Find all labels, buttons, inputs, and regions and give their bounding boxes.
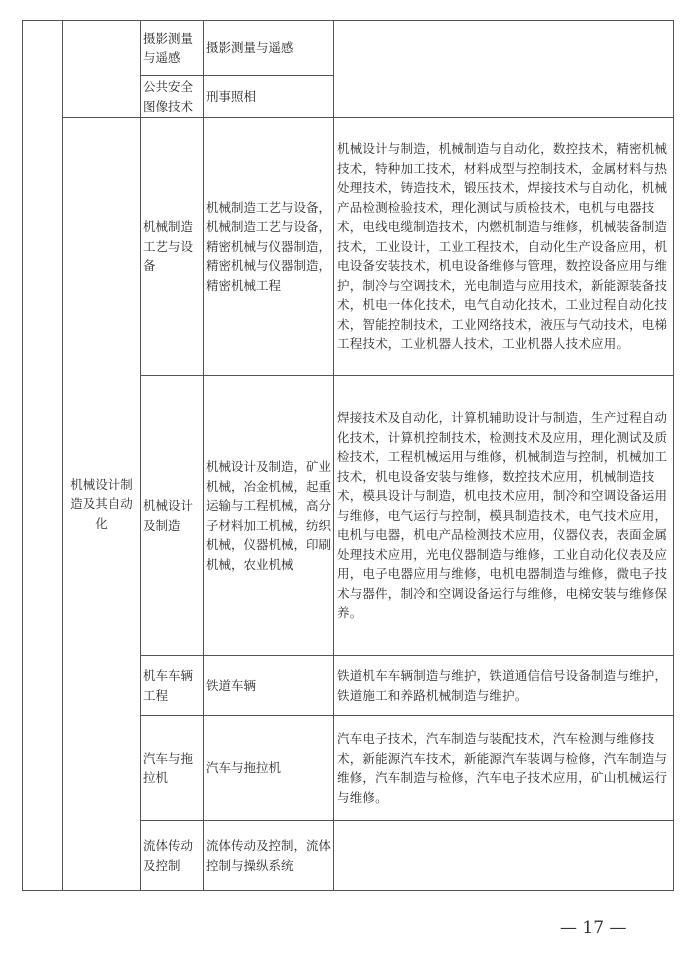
related-cell: 汽车电子技术，汽车制造与装配技术，汽车检测与维修技术，新能源汽车技术，新能源汽车装调与检修，汽车制造与维修，汽车制造与检修，汽车电子技术应用，矿山机械运行与维修。 [334, 716, 674, 821]
majors-cell: 流体传动及控制，流体控制与操纵系统 [204, 821, 334, 891]
related-cell: 铁道机车车辆制造与维护，铁道通信信号设备制造与维护，铁道施工和养路机械制造与维护。 [334, 656, 674, 716]
group-label-cell: 机械设计制造及其自动化 [63, 118, 141, 891]
group-cell-continued [63, 21, 141, 118]
majors-cell: 刑事照相 [204, 76, 334, 118]
table-row [23, 118, 674, 376]
category-cell: 流体传动及控制 [141, 821, 204, 891]
related-cell: 焊接技术及自动化，计算机辅助设计与制造，生产过程自动化技术，计算机控制技术，检测技术及应用，理化测试及质检技术，工程机械运用与维修，机械制造与控制，机械加工技术，机电设备安装与维修，数控技术应用，机械制造技术，模具设计与制造，机电技术应用，制冷和空调设备运用与维修，电气运行与控制，模具制造技术，电气技术应用，电机与电器，机电产品检测技术应用，仪器仪表，表面金属处理技术应用，光电仪器制造与维修，工业自动化仪表及应用，电子电器应用与维修，电机电器制造与维修，微电子技术与器件，制冷和空调设备运行与维修，电梯安装与维修保养。 [334, 376, 674, 656]
table-row [23, 21, 674, 76]
category-cell: 机械设计及制造 [141, 376, 204, 656]
related-cell [334, 21, 674, 118]
category-cell: 公共安全图像技术 [141, 76, 204, 118]
majors-cell: 机械制造工艺与设备，机械制造工艺与设备，精密机械与仪器制造，精密机械与仪器制造，精密机械工程 [204, 118, 334, 376]
category-cell: 机械制造工艺与设备 [141, 118, 204, 376]
related-cell: 机械设计与制造，机械制造与自动化，数控技术，精密机械技术，特种加工技术，材料成型与控制技术，金属材料与热处理技术，铸造技术，锻压技术，焊接技术与自动化，机械产品检测检验技术，理化测试与质检技术，电机与电器技术，电线电缆制造技术，内燃机制造与维修，机械装备制造技术，工业设计，工业工程技术，自动化生产设备应用，机电设备安装技术，机电设备维修与管理，数控设备应用与维护，制冷与空调技术，光电制造与应用技术，新能源装备技术，机电一体化技术，电气自动化技术，工业过程自动化技术，智能控制技术，工业网络技术，液压与气动技术，电梯工程技术，工业机器人技术，工业机器人技术应用。 [334, 118, 674, 376]
majors-cell: 汽车与拖拉机 [204, 716, 334, 821]
blank-column-cell [23, 21, 63, 891]
related-cell [334, 821, 674, 891]
page-number: — 17 — [560, 918, 627, 938]
major-catalog-table [22, 20, 674, 891]
category-cell: 机车车辆工程 [141, 656, 204, 716]
majors-cell: 铁道车辆 [204, 656, 334, 716]
category-cell: 汽车与拖拉机 [141, 716, 204, 821]
category-cell: 摄影测量与遥感 [141, 21, 204, 76]
majors-cell: 机械设计及制造，矿业机械，冶金机械，起重运输与工程机械，高分子材料加工机械，纺织机械，仪器机械，印刷机械，农业机械 [204, 376, 334, 656]
majors-cell: 摄影测量与遥感 [204, 21, 334, 76]
